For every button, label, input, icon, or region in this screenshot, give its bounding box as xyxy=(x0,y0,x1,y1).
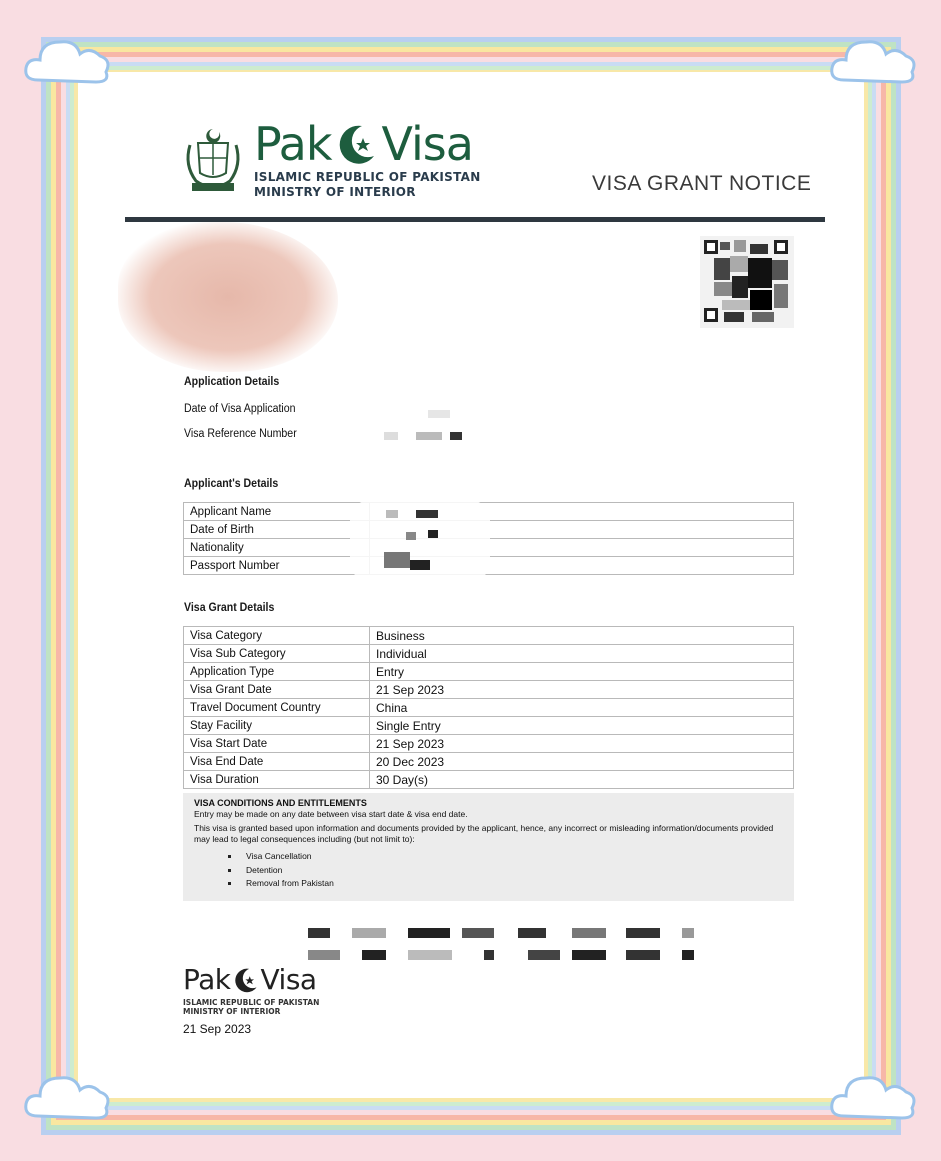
conditions-line-1: Entry may be made on any date between visa start date & visa end date. xyxy=(194,809,468,819)
row-value: Business xyxy=(370,627,794,645)
table-row xyxy=(184,681,794,699)
row-label: Application Type xyxy=(184,663,370,681)
cloud-icon xyxy=(20,30,116,90)
table-row xyxy=(184,663,794,681)
redacted-value xyxy=(416,510,438,518)
applicant-details-heading: Applicant's Details xyxy=(184,478,279,490)
footer-logo xyxy=(183,962,319,1016)
crescent-star-icon xyxy=(336,122,378,166)
list-item: Visa Cancellation xyxy=(214,850,783,864)
redacted-value xyxy=(386,510,398,518)
row-value: 20 Dec 2023 xyxy=(370,753,794,771)
footer-date: 21 Sep 2023 xyxy=(183,1022,252,1036)
redacted-value xyxy=(406,532,416,540)
table-row xyxy=(184,645,794,663)
row-value: Entry xyxy=(370,663,794,681)
pakistan-emblem-icon xyxy=(182,125,244,195)
list-item: Detention xyxy=(214,864,783,878)
row-label: Nationality xyxy=(184,539,370,557)
row-value: 30 Day(s) xyxy=(370,771,794,789)
crescent-star-icon xyxy=(233,966,259,994)
row-value: Single Entry xyxy=(370,717,794,735)
table-row xyxy=(184,771,794,789)
footer-line-1: ISLAMIC REPUBLIC OF PAKISTAN xyxy=(183,998,320,1007)
row-value: 21 Sep 2023 xyxy=(370,681,794,699)
row-value: China xyxy=(370,699,794,717)
redacted-value xyxy=(416,432,442,440)
visa-application-date-label: Date of Visa Application xyxy=(184,403,296,415)
redacted-value xyxy=(384,432,398,440)
footer-line-2: MINISTRY OF INTERIOR xyxy=(183,1007,281,1016)
redacted-value xyxy=(384,552,410,568)
brand-pak: Pak xyxy=(254,117,332,171)
redacted-value xyxy=(410,560,430,570)
cloud-icon xyxy=(826,1066,922,1126)
pakvisa-logo xyxy=(254,118,481,200)
table-row xyxy=(184,699,794,717)
row-label: Passport Number xyxy=(184,557,370,575)
visa-conditions-box xyxy=(183,793,794,901)
conditions-title: VISA CONDITIONS AND ENTITLEMENTS xyxy=(194,798,367,808)
visa-grant-heading: Visa Grant Details xyxy=(184,602,275,614)
brand-line-1: ISLAMIC REPUBLIC OF PAKISTAN xyxy=(254,170,481,184)
row-value: 21 Sep 2023 xyxy=(370,735,794,753)
cloud-icon xyxy=(20,1066,116,1126)
redacted-value xyxy=(428,410,450,418)
footer-brand-visa: Visa xyxy=(260,963,317,996)
footer-brand-pak: Pak xyxy=(183,963,231,996)
row-label: Visa End Date xyxy=(184,753,370,771)
row-label: Travel Document Country xyxy=(184,699,370,717)
row-value: Individual xyxy=(370,645,794,663)
row-label: Visa Sub Category xyxy=(184,645,370,663)
row-label: Stay Facility xyxy=(184,717,370,735)
table-row xyxy=(184,717,794,735)
row-label: Applicant Name xyxy=(184,503,370,521)
redacted-value xyxy=(450,432,462,440)
table-row xyxy=(184,627,794,645)
table-row xyxy=(184,753,794,771)
qr-code-icon xyxy=(700,236,794,328)
brand-line-2: MINISTRY OF INTERIOR xyxy=(254,185,416,199)
cloud-icon xyxy=(826,30,922,90)
conditions-list xyxy=(194,850,783,891)
redacted-value xyxy=(428,530,438,538)
conditions-line-2: This visa is granted based upon information and documents provided by the applicant, hence, any incorrect or misleading information/documents provided may lead to legal consequences including (but not limit to): xyxy=(194,823,774,844)
page-title: VISA GRANT NOTICE xyxy=(592,172,812,195)
row-label: Visa Start Date xyxy=(184,735,370,753)
list-item: Removal from Pakistan xyxy=(214,877,783,891)
visa-grant-table xyxy=(183,626,794,789)
row-label: Date of Birth xyxy=(184,521,370,539)
brand-visa: Visa xyxy=(381,117,473,171)
visa-reference-label: Visa Reference Number xyxy=(184,428,297,440)
table-row xyxy=(184,735,794,753)
row-label: Visa Category xyxy=(184,627,370,645)
row-label: Visa Duration xyxy=(184,771,370,789)
application-details-heading: Application Details xyxy=(184,376,280,388)
row-label: Visa Grant Date xyxy=(184,681,370,699)
